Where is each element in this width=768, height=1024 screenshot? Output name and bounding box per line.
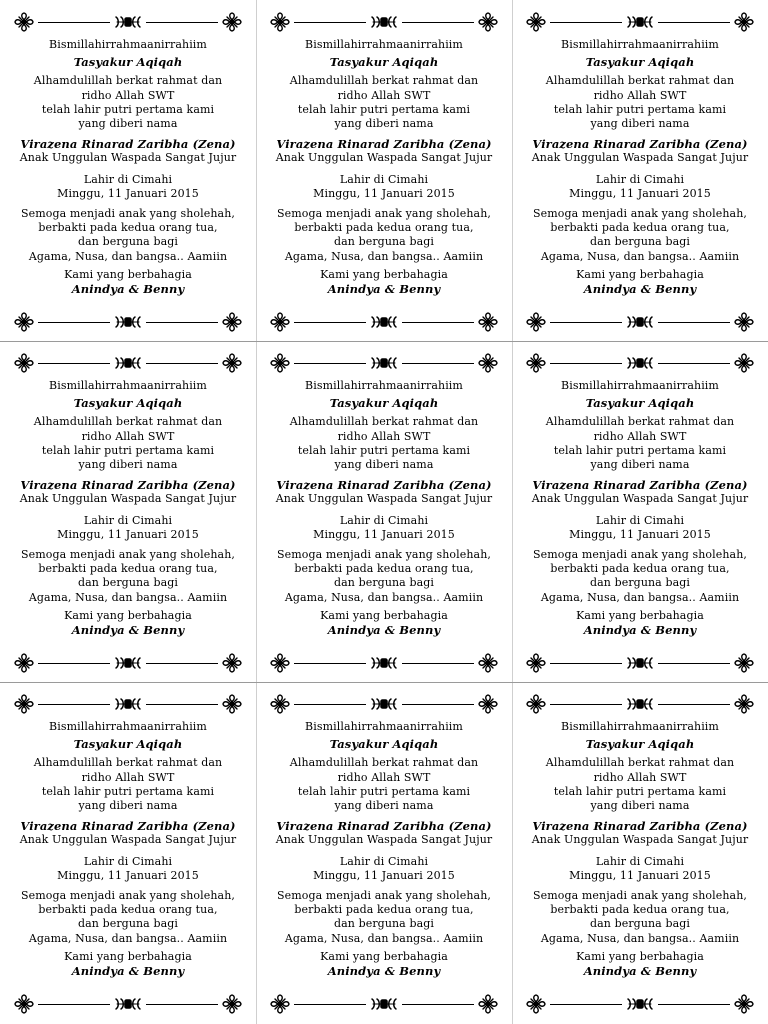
- intro-line: yang diberi nama: [590, 458, 690, 472]
- divider-line: [658, 322, 730, 323]
- floral-center-icon: [370, 15, 398, 29]
- birth-date: Minggu, 11 Januari 2015: [313, 868, 455, 882]
- divider-line: [38, 704, 110, 705]
- divider-line: [550, 1004, 622, 1005]
- divider-line: [38, 1004, 110, 1005]
- closing-block: [0, 950, 256, 978]
- closing-text: Kami yang berbahagia: [64, 608, 192, 622]
- divider-line: [294, 363, 366, 364]
- prayer-line: Agama, Nusa, dan bangsa.. Aamiin: [284, 249, 484, 263]
- divider-line: [146, 1004, 218, 1005]
- floral-corner-icon: [478, 653, 498, 673]
- divider-line: [38, 663, 110, 664]
- bismillah-text: Bismillahirrahmaanirrahiim: [561, 720, 719, 733]
- prayer-line: berbakti pada kedua orang tua,: [550, 903, 730, 917]
- intro-line: Alhamdulillah berkat rahmat dan: [545, 74, 735, 88]
- divider-line: [402, 22, 474, 23]
- invitation-card: [512, 341, 768, 682]
- divider-line: [402, 322, 474, 323]
- prayer-line: Agama, Nusa, dan bangsa.. Aamiin: [284, 590, 484, 604]
- birth-place: Lahir di Cimahi: [339, 513, 429, 527]
- event-title: Tasyakur Aqiqah: [329, 737, 439, 752]
- baby-name: Virazena Rinarad Zaribha (Zena): [532, 478, 748, 493]
- ornament-divider-bottom: [526, 993, 754, 1015]
- event-title: Tasyakur Aqiqah: [73, 55, 183, 70]
- floral-corner-icon: [526, 312, 546, 332]
- bismillah-text: Bismillahirrahmaanirrahiim: [561, 379, 719, 392]
- baby-name: Virazena Rinarad Zaribha (Zena): [276, 137, 492, 152]
- prayer-line: Semoga menjadi anak yang sholehah,: [532, 207, 747, 221]
- prayer-line: Agama, Nusa, dan bangsa.. Aamiin: [284, 931, 484, 945]
- birth-date: Minggu, 11 Januari 2015: [569, 186, 711, 200]
- name-meaning: Anak Unggulan Waspada Sangat Jujur: [531, 492, 749, 506]
- divider-line: [658, 1004, 730, 1005]
- floral-center-icon: [114, 656, 142, 670]
- prayer-line: Agama, Nusa, dan bangsa.. Aamiin: [28, 931, 228, 945]
- prayer-block: [512, 207, 768, 264]
- baby-name: Virazena Rinarad Zaribha (Zena): [532, 137, 748, 152]
- prayer-line: Agama, Nusa, dan bangsa.. Aamiin: [540, 590, 740, 604]
- prayer-line: Semoga menjadi anak yang sholehah,: [20, 207, 235, 221]
- prayer-line: Semoga menjadi anak yang sholehah,: [276, 548, 491, 562]
- birth-block: [512, 514, 768, 542]
- floral-corner-icon: [478, 353, 498, 373]
- closing-block: [0, 268, 256, 296]
- intro-line: yang diberi nama: [590, 117, 690, 131]
- prayer-line: dan berguna bagi: [589, 917, 690, 931]
- floral-corner-icon: [526, 12, 546, 32]
- floral-center-icon: [626, 997, 654, 1011]
- floral-center-icon: [370, 356, 398, 370]
- floral-center-icon: [626, 697, 654, 711]
- ornament-divider-top: [526, 693, 754, 715]
- floral-corner-icon: [734, 12, 754, 32]
- baby-name: Virazena Rinarad Zaribha (Zena): [276, 478, 492, 493]
- bismillah-text: Bismillahirrahmaanirrahiim: [49, 38, 207, 51]
- intro-line: Alhamdulillah berkat rahmat dan: [289, 415, 479, 429]
- closing-text: Kami yang berbahagia: [576, 267, 704, 281]
- intro-block: [256, 756, 512, 813]
- prayer-block: [0, 548, 256, 605]
- parents-names: Anindya & Benny: [583, 623, 697, 638]
- prayer-line: dan berguna bagi: [77, 576, 178, 590]
- floral-center-icon: [114, 315, 142, 329]
- divider-line: [294, 663, 366, 664]
- invitation-card: [512, 682, 768, 1023]
- closing-text: Kami yang berbahagia: [320, 267, 448, 281]
- floral-center-icon: [626, 656, 654, 670]
- prayer-line: dan berguna bagi: [333, 235, 434, 249]
- prayer-block: [0, 889, 256, 946]
- intro-line: ridho Allah SWT: [81, 88, 175, 102]
- birth-date: Minggu, 11 Januari 2015: [57, 527, 199, 541]
- closing-text: Kami yang berbahagia: [576, 949, 704, 963]
- floral-corner-icon: [526, 694, 546, 714]
- floral-corner-icon: [734, 353, 754, 373]
- floral-corner-icon: [222, 694, 242, 714]
- event-title: Tasyakur Aqiqah: [329, 55, 439, 70]
- floral-corner-icon: [734, 312, 754, 332]
- intro-line: yang diberi nama: [334, 458, 434, 472]
- floral-corner-icon: [14, 12, 34, 32]
- closing-block: [512, 950, 768, 978]
- name-meaning: Anak Unggulan Waspada Sangat Jujur: [275, 492, 493, 506]
- birth-place: Lahir di Cimahi: [595, 854, 685, 868]
- bismillah-text: Bismillahirrahmaanirrahiim: [305, 379, 463, 392]
- closing-block: [512, 609, 768, 637]
- birth-place: Lahir di Cimahi: [339, 172, 429, 186]
- intro-line: telah lahir putri pertama kami: [41, 784, 215, 798]
- intro-block: [512, 415, 768, 472]
- birth-place: Lahir di Cimahi: [83, 854, 173, 868]
- parents-names: Anindya & Benny: [71, 282, 185, 297]
- ornament-divider-top: [526, 352, 754, 374]
- birth-date: Minggu, 11 Januari 2015: [57, 186, 199, 200]
- floral-corner-icon: [270, 353, 290, 373]
- closing-block: [256, 609, 512, 637]
- divider-line: [550, 322, 622, 323]
- intro-line: ridho Allah SWT: [593, 88, 687, 102]
- floral-corner-icon: [478, 694, 498, 714]
- parents-names: Anindya & Benny: [327, 282, 441, 297]
- event-title: Tasyakur Aqiqah: [329, 396, 439, 411]
- prayer-block: [256, 889, 512, 946]
- intro-line: ridho Allah SWT: [337, 770, 431, 784]
- prayer-block: [256, 207, 512, 264]
- closing-text: Kami yang berbahagia: [64, 267, 192, 281]
- event-title: Tasyakur Aqiqah: [585, 396, 695, 411]
- ornament-divider-bottom: [14, 311, 242, 333]
- intro-line: yang diberi nama: [590, 799, 690, 813]
- divider-line: [146, 663, 218, 664]
- prayer-line: dan berguna bagi: [333, 576, 434, 590]
- ornament-divider-bottom: [14, 652, 242, 674]
- event-title: Tasyakur Aqiqah: [73, 737, 183, 752]
- floral-corner-icon: [478, 312, 498, 332]
- closing-text: Kami yang berbahagia: [320, 949, 448, 963]
- invitation-card: [256, 682, 512, 1023]
- floral-corner-icon: [270, 12, 290, 32]
- invitation-card: [0, 682, 256, 1023]
- intro-line: Alhamdulillah berkat rahmat dan: [33, 74, 223, 88]
- floral-corner-icon: [526, 994, 546, 1014]
- divider-line: [402, 363, 474, 364]
- floral-corner-icon: [270, 994, 290, 1014]
- intro-block: [512, 756, 768, 813]
- parents-names: Anindya & Benny: [71, 623, 185, 638]
- prayer-line: dan berguna bagi: [333, 917, 434, 931]
- prayer-block: [512, 889, 768, 946]
- name-meaning: Anak Unggulan Waspada Sangat Jujur: [531, 151, 749, 165]
- divider-line: [402, 704, 474, 705]
- divider-line: [658, 663, 730, 664]
- divider-line: [402, 1004, 474, 1005]
- floral-corner-icon: [14, 653, 34, 673]
- birth-block: [0, 173, 256, 201]
- parents-names: Anindya & Benny: [583, 282, 697, 297]
- closing-text: Kami yang berbahagia: [64, 949, 192, 963]
- name-meaning: Anak Unggulan Waspada Sangat Jujur: [19, 833, 237, 847]
- floral-corner-icon: [222, 653, 242, 673]
- name-meaning: Anak Unggulan Waspada Sangat Jujur: [275, 833, 493, 847]
- bismillah-text: Bismillahirrahmaanirrahiim: [305, 38, 463, 51]
- prayer-line: berbakti pada kedua orang tua,: [38, 562, 218, 576]
- ornament-divider-top: [526, 11, 754, 33]
- intro-line: telah lahir putri pertama kami: [297, 784, 471, 798]
- floral-corner-icon: [526, 353, 546, 373]
- prayer-block: [256, 548, 512, 605]
- floral-center-icon: [114, 697, 142, 711]
- floral-corner-icon: [270, 653, 290, 673]
- prayer-line: Semoga menjadi anak yang sholehah,: [276, 207, 491, 221]
- floral-corner-icon: [14, 694, 34, 714]
- prayer-line: dan berguna bagi: [77, 235, 178, 249]
- birth-block: [512, 173, 768, 201]
- prayer-line: Agama, Nusa, dan bangsa.. Aamiin: [540, 931, 740, 945]
- invitation-card: [0, 0, 256, 341]
- closing-block: [256, 268, 512, 296]
- baby-name: Virazena Rinarad Zaribha (Zena): [276, 819, 492, 834]
- birth-place: Lahir di Cimahi: [595, 513, 685, 527]
- bismillah-text: Bismillahirrahmaanirrahiim: [49, 720, 207, 733]
- bismillah-text: Bismillahirrahmaanirrahiim: [49, 379, 207, 392]
- intro-line: yang diberi nama: [334, 799, 434, 813]
- intro-line: yang diberi nama: [78, 117, 178, 131]
- intro-block: [0, 74, 256, 131]
- bismillah-text: Bismillahirrahmaanirrahiim: [561, 38, 719, 51]
- prayer-line: Agama, Nusa, dan bangsa.. Aamiin: [540, 249, 740, 263]
- floral-center-icon: [626, 315, 654, 329]
- prayer-line: dan berguna bagi: [589, 235, 690, 249]
- divider-line: [146, 22, 218, 23]
- divider-line: [402, 663, 474, 664]
- intro-line: Alhamdulillah berkat rahmat dan: [289, 756, 479, 770]
- floral-corner-icon: [478, 994, 498, 1014]
- birth-place: Lahir di Cimahi: [83, 172, 173, 186]
- prayer-line: Agama, Nusa, dan bangsa.. Aamiin: [28, 590, 228, 604]
- intro-line: telah lahir putri pertama kami: [553, 443, 727, 457]
- prayer-line: Semoga menjadi anak yang sholehah,: [276, 889, 491, 903]
- closing-text: Kami yang berbahagia: [576, 608, 704, 622]
- intro-block: [512, 74, 768, 131]
- intro-block: [256, 415, 512, 472]
- intro-line: Alhamdulillah berkat rahmat dan: [289, 74, 479, 88]
- floral-center-icon: [370, 656, 398, 670]
- floral-center-icon: [114, 356, 142, 370]
- intro-line: telah lahir putri pertama kami: [553, 102, 727, 116]
- birth-block: [256, 855, 512, 883]
- name-meaning: Anak Unggulan Waspada Sangat Jujur: [19, 151, 237, 165]
- name-meaning: Anak Unggulan Waspada Sangat Jujur: [19, 492, 237, 506]
- closing-text: Kami yang berbahagia: [320, 608, 448, 622]
- divider-line: [658, 363, 730, 364]
- floral-corner-icon: [222, 994, 242, 1014]
- birth-block: [512, 855, 768, 883]
- floral-corner-icon: [222, 312, 242, 332]
- prayer-line: berbakti pada kedua orang tua,: [294, 221, 474, 235]
- intro-line: ridho Allah SWT: [81, 770, 175, 784]
- floral-corner-icon: [270, 312, 290, 332]
- prayer-line: berbakti pada kedua orang tua,: [550, 221, 730, 235]
- parents-names: Anindya & Benny: [583, 964, 697, 979]
- floral-center-icon: [370, 997, 398, 1011]
- divider-line: [38, 22, 110, 23]
- intro-line: ridho Allah SWT: [81, 429, 175, 443]
- divider-line: [146, 704, 218, 705]
- ornament-divider-bottom: [270, 993, 498, 1015]
- floral-center-icon: [114, 997, 142, 1011]
- closing-block: [0, 609, 256, 637]
- divider-line: [146, 322, 218, 323]
- floral-corner-icon: [270, 694, 290, 714]
- prayer-line: berbakti pada kedua orang tua,: [550, 562, 730, 576]
- intro-line: telah lahir putri pertama kami: [297, 102, 471, 116]
- divider-line: [658, 704, 730, 705]
- baby-name: Virazena Rinarad Zaribha (Zena): [20, 137, 236, 152]
- parents-names: Anindya & Benny: [327, 964, 441, 979]
- ornament-divider-top: [270, 11, 498, 33]
- floral-corner-icon: [14, 353, 34, 373]
- intro-line: ridho Allah SWT: [337, 88, 431, 102]
- divider-line: [550, 663, 622, 664]
- birth-date: Minggu, 11 Januari 2015: [569, 868, 711, 882]
- ornament-divider-top: [14, 352, 242, 374]
- birth-block: [256, 173, 512, 201]
- baby-name: Virazena Rinarad Zaribha (Zena): [20, 478, 236, 493]
- parents-names: Anindya & Benny: [71, 964, 185, 979]
- divider-line: [294, 704, 366, 705]
- event-title: Tasyakur Aqiqah: [585, 55, 695, 70]
- floral-corner-icon: [734, 694, 754, 714]
- intro-line: Alhamdulillah berkat rahmat dan: [545, 756, 735, 770]
- floral-corner-icon: [478, 12, 498, 32]
- floral-center-icon: [114, 15, 142, 29]
- intro-block: [256, 74, 512, 131]
- intro-line: Alhamdulillah berkat rahmat dan: [545, 415, 735, 429]
- floral-center-icon: [626, 15, 654, 29]
- floral-corner-icon: [734, 653, 754, 673]
- prayer-block: [512, 548, 768, 605]
- ornament-divider-bottom: [270, 311, 498, 333]
- floral-corner-icon: [14, 312, 34, 332]
- ornament-divider-bottom: [14, 993, 242, 1015]
- prayer-line: Semoga menjadi anak yang sholehah,: [532, 548, 747, 562]
- prayer-line: dan berguna bagi: [589, 576, 690, 590]
- ornament-divider-top: [270, 352, 498, 374]
- ornament-divider-bottom: [526, 652, 754, 674]
- divider-line: [294, 22, 366, 23]
- invitation-card: [256, 0, 512, 341]
- prayer-line: berbakti pada kedua orang tua,: [38, 903, 218, 917]
- parents-names: Anindya & Benny: [327, 623, 441, 638]
- baby-name: Virazena Rinarad Zaribha (Zena): [532, 819, 748, 834]
- divider-line: [550, 704, 622, 705]
- birth-date: Minggu, 11 Januari 2015: [313, 186, 455, 200]
- prayer-line: Agama, Nusa, dan bangsa.. Aamiin: [28, 249, 228, 263]
- intro-line: telah lahir putri pertama kami: [553, 784, 727, 798]
- intro-line: yang diberi nama: [334, 117, 434, 131]
- divider-line: [550, 363, 622, 364]
- birth-block: [0, 855, 256, 883]
- intro-line: yang diberi nama: [78, 799, 178, 813]
- baby-name: Virazena Rinarad Zaribha (Zena): [20, 819, 236, 834]
- intro-line: ridho Allah SWT: [593, 770, 687, 784]
- divider-line: [294, 1004, 366, 1005]
- birth-date: Minggu, 11 Januari 2015: [57, 868, 199, 882]
- prayer-block: [0, 207, 256, 264]
- intro-line: ridho Allah SWT: [337, 429, 431, 443]
- floral-corner-icon: [526, 653, 546, 673]
- prayer-line: berbakti pada kedua orang tua,: [38, 221, 218, 235]
- divider-line: [38, 363, 110, 364]
- floral-center-icon: [370, 697, 398, 711]
- event-title: Tasyakur Aqiqah: [73, 396, 183, 411]
- intro-line: telah lahir putri pertama kami: [41, 102, 215, 116]
- prayer-line: Semoga menjadi anak yang sholehah,: [20, 548, 235, 562]
- floral-corner-icon: [14, 994, 34, 1014]
- floral-corner-icon: [222, 353, 242, 373]
- intro-line: telah lahir putri pertama kami: [41, 443, 215, 457]
- name-meaning: Anak Unggulan Waspada Sangat Jujur: [275, 151, 493, 165]
- ornament-divider-bottom: [526, 311, 754, 333]
- bismillah-text: Bismillahirrahmaanirrahiim: [305, 720, 463, 733]
- intro-line: Alhamdulillah berkat rahmat dan: [33, 415, 223, 429]
- invitation-card: [512, 0, 768, 341]
- birth-place: Lahir di Cimahi: [83, 513, 173, 527]
- divider-line: [658, 22, 730, 23]
- closing-block: [256, 950, 512, 978]
- ornament-divider-top: [14, 11, 242, 33]
- prayer-line: berbakti pada kedua orang tua,: [294, 562, 474, 576]
- intro-line: yang diberi nama: [78, 458, 178, 472]
- birth-block: [0, 514, 256, 542]
- intro-block: [0, 415, 256, 472]
- prayer-line: berbakti pada kedua orang tua,: [294, 903, 474, 917]
- divider-line: [550, 22, 622, 23]
- prayer-line: dan berguna bagi: [77, 917, 178, 931]
- floral-center-icon: [370, 315, 398, 329]
- ornament-divider-bottom: [270, 652, 498, 674]
- prayer-line: Semoga menjadi anak yang sholehah,: [532, 889, 747, 903]
- ornament-divider-top: [14, 693, 242, 715]
- floral-corner-icon: [734, 994, 754, 1014]
- birth-block: [256, 514, 512, 542]
- divider-line: [38, 322, 110, 323]
- invitation-card: [0, 341, 256, 682]
- prayer-line: Semoga menjadi anak yang sholehah,: [20, 889, 235, 903]
- birth-date: Minggu, 11 Januari 2015: [569, 527, 711, 541]
- intro-block: [0, 756, 256, 813]
- birth-place: Lahir di Cimahi: [339, 854, 429, 868]
- intro-line: ridho Allah SWT: [593, 429, 687, 443]
- ornament-divider-top: [270, 693, 498, 715]
- intro-line: Alhamdulillah berkat rahmat dan: [33, 756, 223, 770]
- divider-line: [146, 363, 218, 364]
- floral-center-icon: [626, 356, 654, 370]
- intro-line: telah lahir putri pertama kami: [297, 443, 471, 457]
- divider-line: [294, 322, 366, 323]
- birth-place: Lahir di Cimahi: [595, 172, 685, 186]
- closing-block: [512, 268, 768, 296]
- event-title: Tasyakur Aqiqah: [585, 737, 695, 752]
- floral-corner-icon: [222, 12, 242, 32]
- birth-date: Minggu, 11 Januari 2015: [313, 527, 455, 541]
- invitation-card: [256, 341, 512, 682]
- name-meaning: Anak Unggulan Waspada Sangat Jujur: [531, 833, 749, 847]
